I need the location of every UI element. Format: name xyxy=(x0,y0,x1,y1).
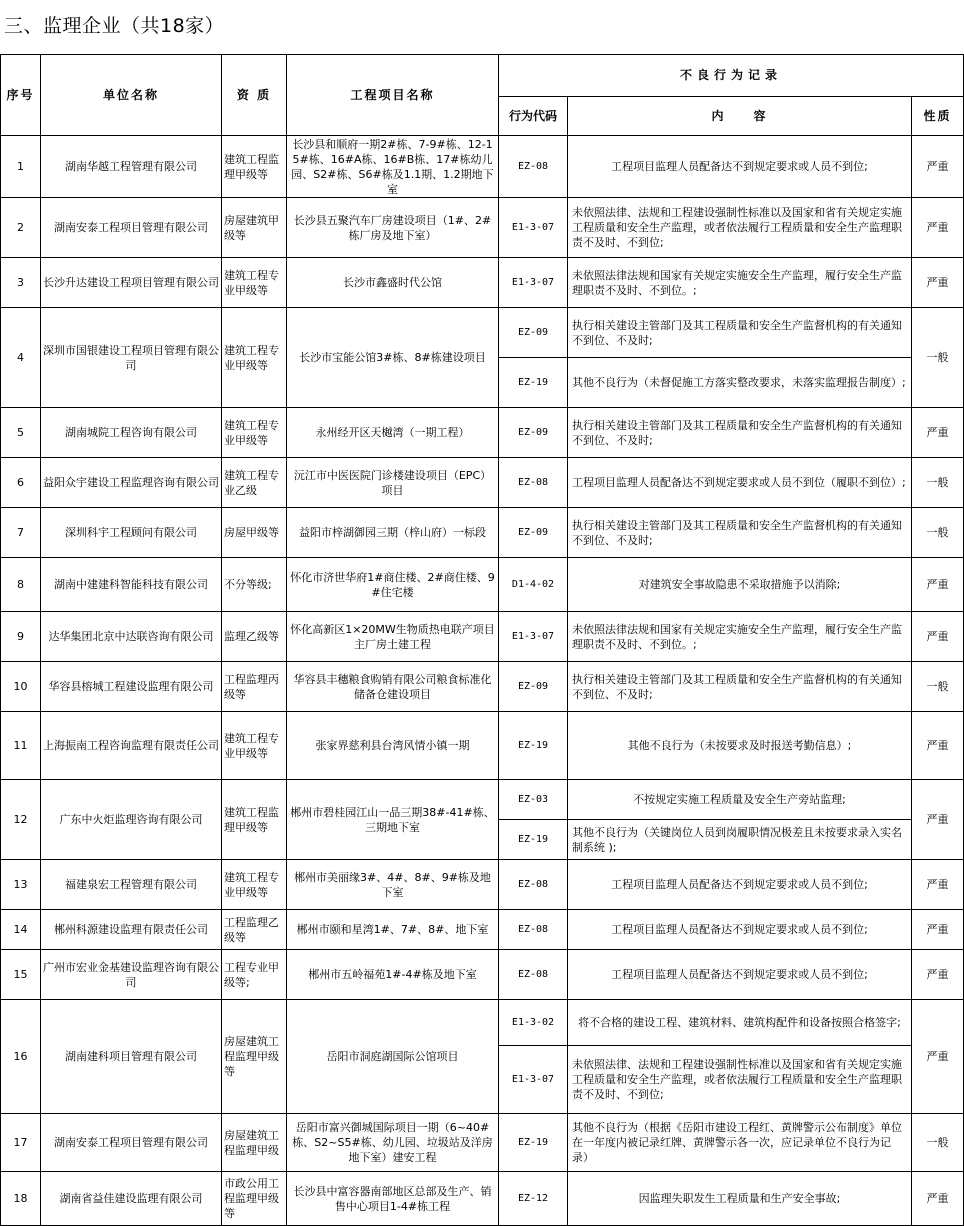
behavior-code-cell: EZ-09 xyxy=(499,662,568,712)
project-name-cell: 长沙县五聚汽车厂房建设项目（1#、2#栋厂房及地下室） xyxy=(287,198,499,258)
behavior-code-cell: EZ-19 xyxy=(499,358,568,408)
table-row xyxy=(1,1114,964,1172)
unit-name-cell: 湖南建科项目管理有限公司 xyxy=(41,1000,222,1114)
header-nature: 性质 xyxy=(912,97,964,136)
nature-cell: 一般 xyxy=(912,508,964,558)
unit-name-cell: 深圳科宇工程顾问有限公司 xyxy=(41,508,222,558)
unit-name-cell: 湖南省益佳建设监理有限公司 xyxy=(41,1172,222,1226)
header-content: 内 容 xyxy=(568,97,912,136)
qualification-cell: 市政公用工程监理甲级等 xyxy=(222,1172,287,1226)
nature-cell: 严重 xyxy=(912,258,964,308)
seq-cell: 1 xyxy=(1,136,41,198)
seq-cell: 16 xyxy=(1,1000,41,1114)
content-cell: 其他不良行为（未按要求及时报送考勤信息）; xyxy=(568,712,912,780)
nature-cell: 严重 xyxy=(912,1172,964,1226)
content-cell: 执行相关建设主管部门及其工程质量和安全生产监督机构的有关通知不到位、不及时; xyxy=(568,408,912,458)
nature-cell: 严重 xyxy=(912,780,964,860)
seq-cell: 12 xyxy=(1,780,41,860)
unit-name-cell: 达华集团北京中达联咨询有限公司 xyxy=(41,612,222,662)
content-cell: 其他不良行为（关键岗位人员到岗履职情况极差且未按要求录入实名制系统 ); xyxy=(568,820,912,860)
nature-cell: 严重 xyxy=(912,860,964,910)
content-cell: 未依照法律、法规和工程建设强制性标准以及国家和省有关规定实施工程质量和安全生产监理，或者依法履行工程质量和安全生产监理职责不及时、不到位; xyxy=(568,198,912,258)
behavior-code-cell: D1-4-02 xyxy=(499,558,568,612)
nature-cell: 严重 xyxy=(912,408,964,458)
project-name-cell: 怀化高新区1×20MW生物质热电联产项目主厂房土建工程 xyxy=(287,612,499,662)
content-cell: 工程项目监理人员配备达不到规定要求或人员不到位（履职不到位）; xyxy=(568,458,912,508)
seq-cell: 17 xyxy=(1,1114,41,1172)
qualification-cell: 建筑工程监理甲级等 xyxy=(222,780,287,860)
qualification-cell: 房屋建筑工程监理甲级 xyxy=(222,1114,287,1172)
behavior-code-cell: EZ-09 xyxy=(499,408,568,458)
project-name-cell: 益阳市梓湖御园三期（梓山府）一标段 xyxy=(287,508,499,558)
seq-cell: 14 xyxy=(1,910,41,950)
behavior-code-cell: EZ-08 xyxy=(499,860,568,910)
header-qualification: 资 质 xyxy=(222,55,287,136)
unit-name-cell: 湖南城院工程咨询有限公司 xyxy=(41,408,222,458)
content-cell: 其他不良行为（未督促施工方落实整改要求，未落实监理报告制度）; xyxy=(568,358,912,408)
table-row xyxy=(1,458,964,508)
table-row xyxy=(1,558,964,612)
content-cell: 将不合格的建设工程、建筑材料、建筑构配件和设备按照合格签字; xyxy=(568,1000,912,1046)
behavior-code-cell: E1-3-07 xyxy=(499,198,568,258)
seq-cell: 18 xyxy=(1,1172,41,1226)
table-row xyxy=(1,408,964,458)
table-row xyxy=(1,950,964,1000)
project-name-cell: 郴州市美丽缘3#、4#、8#、9#栋及地下室 xyxy=(287,860,499,910)
project-name-cell: 岳阳市富兴御城国际项目一期（6~40#栋、S2~S5#栋、幼儿园、垃圾站及洋房地下室）建安工程 xyxy=(287,1114,499,1172)
seq-cell: 4 xyxy=(1,308,41,408)
qualification-cell: 建筑工程监理甲级等 xyxy=(222,136,287,198)
content-cell: 工程项目监理人员配备达不到规定要求或人员不到位; xyxy=(568,950,912,1000)
nature-cell: 严重 xyxy=(912,612,964,662)
qualification-cell: 建筑工程专业乙级 xyxy=(222,458,287,508)
nature-cell: 一般 xyxy=(912,1114,964,1172)
qualification-cell: 建筑工程专业甲级等 xyxy=(222,258,287,308)
content-cell: 工程项目监理人员配备达不到规定要求或人员不到位; xyxy=(568,910,912,950)
seq-cell: 2 xyxy=(1,198,41,258)
project-name-cell: 长沙市宝能公馆3#栋、8#栋建设项目 xyxy=(287,308,499,408)
unit-name-cell: 湖南安泰工程项目管理有限公司 xyxy=(41,198,222,258)
qualification-cell: 工程监理乙级等 xyxy=(222,910,287,950)
project-name-cell: 华容县丰穗粮食购销有限公司粮食标准化储备仓建设项目 xyxy=(287,662,499,712)
qualification-cell: 建筑工程专业甲级等 xyxy=(222,712,287,780)
behavior-code-cell: EZ-08 xyxy=(499,950,568,1000)
seq-cell: 10 xyxy=(1,662,41,712)
unit-name-cell: 深圳市国银建设工程项目管理有限公司 xyxy=(41,308,222,408)
header-behavior-code: 行为代码 xyxy=(499,97,568,136)
unit-name-cell: 长沙升达建设工程项目管理有限公司 xyxy=(41,258,222,308)
unit-name-cell: 福建泉宏工程管理有限公司 xyxy=(41,860,222,910)
content-cell: 工程项目监理人员配备达不到规定要求或人员不到位; xyxy=(568,136,912,198)
content-cell: 未依照法律法规和国家有关规定实施安全生产监理，履行安全生产监理职责不及时、不到位。; xyxy=(568,612,912,662)
nature-cell: 一般 xyxy=(912,308,964,408)
seq-cell: 3 xyxy=(1,258,41,308)
seq-cell: 9 xyxy=(1,612,41,662)
qualification-cell: 建筑工程专业甲级等 xyxy=(222,408,287,458)
unit-name-cell: 广州市宏业金基建设监理咨询有限公司 xyxy=(41,950,222,1000)
behavior-code-cell: E1-3-07 xyxy=(499,1046,568,1114)
content-cell: 其他不良行为（根据《岳阳市建设工程红、黄牌警示公布制度》单位在一年度内被记录红牌、黄牌警示各一次，应记录单位不良行为记录） xyxy=(568,1114,912,1172)
behavior-code-cell: EZ-19 xyxy=(499,712,568,780)
unit-name-cell: 益阳众宇建设工程监理咨询有限公司 xyxy=(41,458,222,508)
seq-cell: 11 xyxy=(1,712,41,780)
qualification-cell: 房屋甲级等 xyxy=(222,508,287,558)
unit-name-cell: 湖南安泰工程项目管理有限公司 xyxy=(41,1114,222,1172)
header-seq: 序号 xyxy=(1,55,41,136)
behavior-code-cell: EZ-19 xyxy=(499,1114,568,1172)
nature-cell: 严重 xyxy=(912,1000,964,1114)
behavior-code-cell: EZ-03 xyxy=(499,780,568,820)
table-row xyxy=(1,712,964,780)
project-name-cell: 长沙市鑫盛时代公馆 xyxy=(287,258,499,308)
table-row xyxy=(1,860,964,910)
unit-name-cell: 湖南中建建科智能科技有限公司 xyxy=(41,558,222,612)
seq-cell: 8 xyxy=(1,558,41,612)
qualification-cell: 房屋建筑甲级等 xyxy=(222,198,287,258)
content-cell: 执行相关建设主管部门及其工程质量和安全生产监督机构的有关通知不到位、不及时; xyxy=(568,308,912,358)
qualification-cell: 建筑工程专业甲级等 xyxy=(222,860,287,910)
project-name-cell: 张家界慈利县台湾风情小镇一期 xyxy=(287,712,499,780)
behavior-code-cell: EZ-19 xyxy=(499,820,568,860)
unit-name-cell: 广东中火炬监理咨询有限公司 xyxy=(41,780,222,860)
behavior-code-cell: E1-3-02 xyxy=(499,1000,568,1046)
qualification-cell: 建筑工程专业甲级等 xyxy=(222,308,287,408)
table-row xyxy=(1,910,964,950)
section-title: 三、监理企业（共18家） xyxy=(4,15,225,37)
behavior-code-cell: E1-3-07 xyxy=(499,258,568,308)
nature-cell: 严重 xyxy=(912,712,964,780)
seq-cell: 5 xyxy=(1,408,41,458)
behavior-code-cell: E1-3-07 xyxy=(499,612,568,662)
content-cell: 因监理失职发生工程质量和生产安全事故; xyxy=(568,1172,912,1226)
nature-cell: 严重 xyxy=(912,910,964,950)
project-name-cell: 郴州市颐和星湾1#、7#、8#、地下室 xyxy=(287,910,499,950)
behavior-code-cell: EZ-09 xyxy=(499,308,568,358)
seq-cell: 6 xyxy=(1,458,41,508)
table-row xyxy=(1,308,964,358)
seq-cell: 15 xyxy=(1,950,41,1000)
project-name-cell: 郴州市碧桂园江山一品三期38#-41#栋、三期地下室 xyxy=(287,780,499,860)
table-row xyxy=(1,1000,964,1046)
qualification-cell: 监理乙级等 xyxy=(222,612,287,662)
project-name-cell: 怀化市济世华府1#商住楼、2#商住楼、9#住宅楼 xyxy=(287,558,499,612)
unit-name-cell: 华容县榕城工程建设监理有限公司 xyxy=(41,662,222,712)
content-cell: 执行相关建设主管部门及其工程质量和安全生产监督机构的有关通知不到位、不及时; xyxy=(568,662,912,712)
content-cell: 工程项目监理人员配备达不到规定要求或人员不到位; xyxy=(568,860,912,910)
qualification-cell: 不分等级; xyxy=(222,558,287,612)
unit-name-cell: 郴州科源建设监理有限责任公司 xyxy=(41,910,222,950)
behavior-code-cell: EZ-08 xyxy=(499,458,568,508)
content-cell: 不按规定实施工程质量及安全生产旁站监理; xyxy=(568,780,912,820)
content-cell: 未依照法律、法规和工程建设强制性标准以及国家和省有关规定实施工程质量和安全生产监理，或者依法履行工程质量和安全生产监理职责不及时、不到位; xyxy=(568,1046,912,1114)
project-name-cell: 岳阳市洞庭湖国际公馆项目 xyxy=(287,1000,499,1114)
unit-name-cell: 湖南华越工程管理有限公司 xyxy=(41,136,222,198)
behavior-code-cell: EZ-08 xyxy=(499,910,568,950)
table-row xyxy=(1,780,964,820)
content-cell: 执行相关建设主管部门及其工程质量和安全生产监督机构的有关通知不到位、不及时; xyxy=(568,508,912,558)
table-row xyxy=(1,136,964,198)
table-row xyxy=(1,198,964,258)
table-row xyxy=(1,612,964,662)
table-row xyxy=(1,1172,964,1226)
behavior-code-cell: EZ-08 xyxy=(499,136,568,198)
nature-cell: 严重 xyxy=(912,558,964,612)
project-name-cell: 长沙县中富容器南部地区总部及生产、销售中心项目1-4#栋工程 xyxy=(287,1172,499,1226)
nature-cell: 一般 xyxy=(912,662,964,712)
behavior-code-cell: EZ-12 xyxy=(499,1172,568,1226)
seq-cell: 7 xyxy=(1,508,41,558)
nature-cell: 严重 xyxy=(912,136,964,198)
nature-cell: 一般 xyxy=(912,458,964,508)
unit-name-cell: 上海振南工程咨询监理有限责任公司 xyxy=(41,712,222,780)
nature-cell: 严重 xyxy=(912,198,964,258)
supervision-enterprise-table xyxy=(0,54,964,1226)
table-row xyxy=(1,258,964,308)
header-bad-record: 不良行为记录 xyxy=(499,55,964,97)
content-cell: 未依照法律法规和国家有关规定实施安全生产监理，履行安全生产监理职责不及时、不到位。; xyxy=(568,258,912,308)
content-cell: 对建筑安全事故隐患不采取措施予以消除; xyxy=(568,558,912,612)
qualification-cell: 房屋建筑工程监理甲级等 xyxy=(222,1000,287,1114)
qualification-cell: 工程监理丙级等 xyxy=(222,662,287,712)
nature-cell: 严重 xyxy=(912,950,964,1000)
seq-cell: 13 xyxy=(1,860,41,910)
project-name-cell: 郴州市五岭福苑1#-4#栋及地下室 xyxy=(287,950,499,1000)
project-name-cell: 永州经开区天樾湾（一期工程） xyxy=(287,408,499,458)
table-row xyxy=(1,662,964,712)
table-row xyxy=(1,508,964,558)
behavior-code-cell: EZ-09 xyxy=(499,508,568,558)
qualification-cell: 工程专业甲级等; xyxy=(222,950,287,1000)
header-project-name: 工程项目名称 xyxy=(287,55,499,136)
header-unit-name: 单位名称 xyxy=(41,55,222,136)
project-name-cell: 长沙县和顺府一期2#栋、7-9#栋、12-15#栋、16#A栋、16#B栋、17#栋幼儿园、S2#栋、S6#栋及1.1期、1.2期地下室 xyxy=(287,136,499,198)
project-name-cell: 沅江市中医医院门诊楼建设项目（EPC）项目 xyxy=(287,458,499,508)
